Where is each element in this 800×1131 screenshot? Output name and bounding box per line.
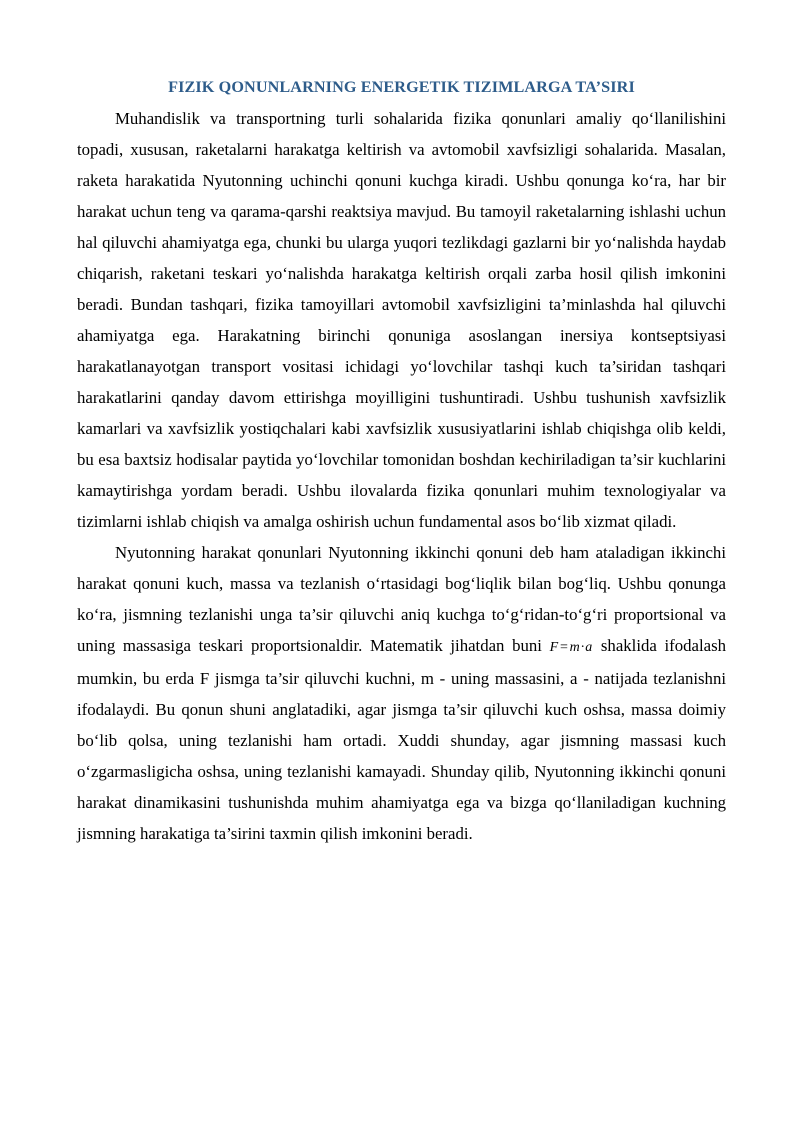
paragraph-second-law-text-before: Nyutonning harakat qonunlari Nyutonning ikkinchi qonuni deb ham ataladigan ikkinchi harakat qonuni kuch, massa va tezlanish o‘rtasidagi bog‘liqlik bilan bog‘liq. Ushbu qonunga ko‘ra, jismning tezlanishi unga ta’sir qiluvchi aniq kuchga to‘g‘ridan-to‘g‘ri proportsional va uning massasiga teskari proportsionaldir. Matematik jihatdan buni — [77, 543, 726, 655]
paragraph-rocket-safety: Muhandislik va transportning turli sohalarida fizika qonunlari amaliy qo‘llanilishini topadi, xususan, raketalarni harakatga keltirish va avtomobil xavfsizligi sohalarida. Masalan, raketa harakatida Nyutonning uchinchi qonuni kuchga kiradi. Ushbu qonunga ko‘ra, har bir harakat uchun teng va qarama-qarshi reaktsiya mavjud. Bu tamoyil raketalarning ishlashi uchun hal qiluvchi ahamiyatga ega, chunki bu ularga yuqori tezlikdagi gazlarni bir yo‘nalishda haydab chiqarish, raketani teskari yo‘nalishda harakatga keltirish orqali zarba hosil qilish imkonini beradi. Bundan tashqari, fizika tamoyillari avtomobil xavfsizligini ta’minlashda hal qiluvchi ahamiyatga ega. Harakatning birinchi qonuniga asoslangan inersiya kontseptsiyasi harakatlanayotgan transport vositasi ichidagi yo‘lovchilar tashqi kuch ta’siridan tashqari harakatlarini qanday davom ettirishga moyilligini tushuntiradi. Ushbu tushunish xavfsizlik kamarlari va xavfsizlik yostiqchalari kabi xavfsizlik xususiyatlarini ishlab chiqishga olib keldi, bu esa baxtsiz hodisalar paytida yo‘lovchilar tomonidan boshdan kechiriladigan ta’sir kuchlarini kamaytirishga yordam beradi. Ushbu ilovalarda fizika qonunlari muhim texnologiyalar va tizimlarni ishlab chiqish va amalga oshirish uchun fundamental asos bo‘lib xizmat qiladi. — [77, 109, 726, 531]
paragraph-second-law-text-after: shaklida ifodalash mumkin, bu erda F jismga ta’sir qiluvchi kuchni, m - uning massasini, a - natijada tezlanishni ifodalaydi. Bu qonun shuni anglatadiki, agar jismga ta’sir qiluvchi kuch oshsa, massa doimiy bo‘lib qolsa, uning tezlanishi ham ortadi. Xuddi shunday, agar jismning massasi kuch o‘zgarmasligicha oshsa, uning tezlanishi kamayadi. Shunday qilib, Nyutonning ikkinchi qonuni harakat dinamikasini tushunishda muhim ahamiyatga ega va bizga qo‘llaniladigan kuchning jismning harakatiga ta’sirini taxmin qilish imkonini beradi. — [77, 636, 727, 843]
document-title: FIZIK QONUNLARNING ENERGETIK TIZIMLARGA TA’SIRI — [168, 78, 635, 96]
force-formula: F=m·a — [549, 640, 594, 655]
paragraph-second-law — [77, 537, 726, 849]
document-page — [77, 72, 726, 849]
